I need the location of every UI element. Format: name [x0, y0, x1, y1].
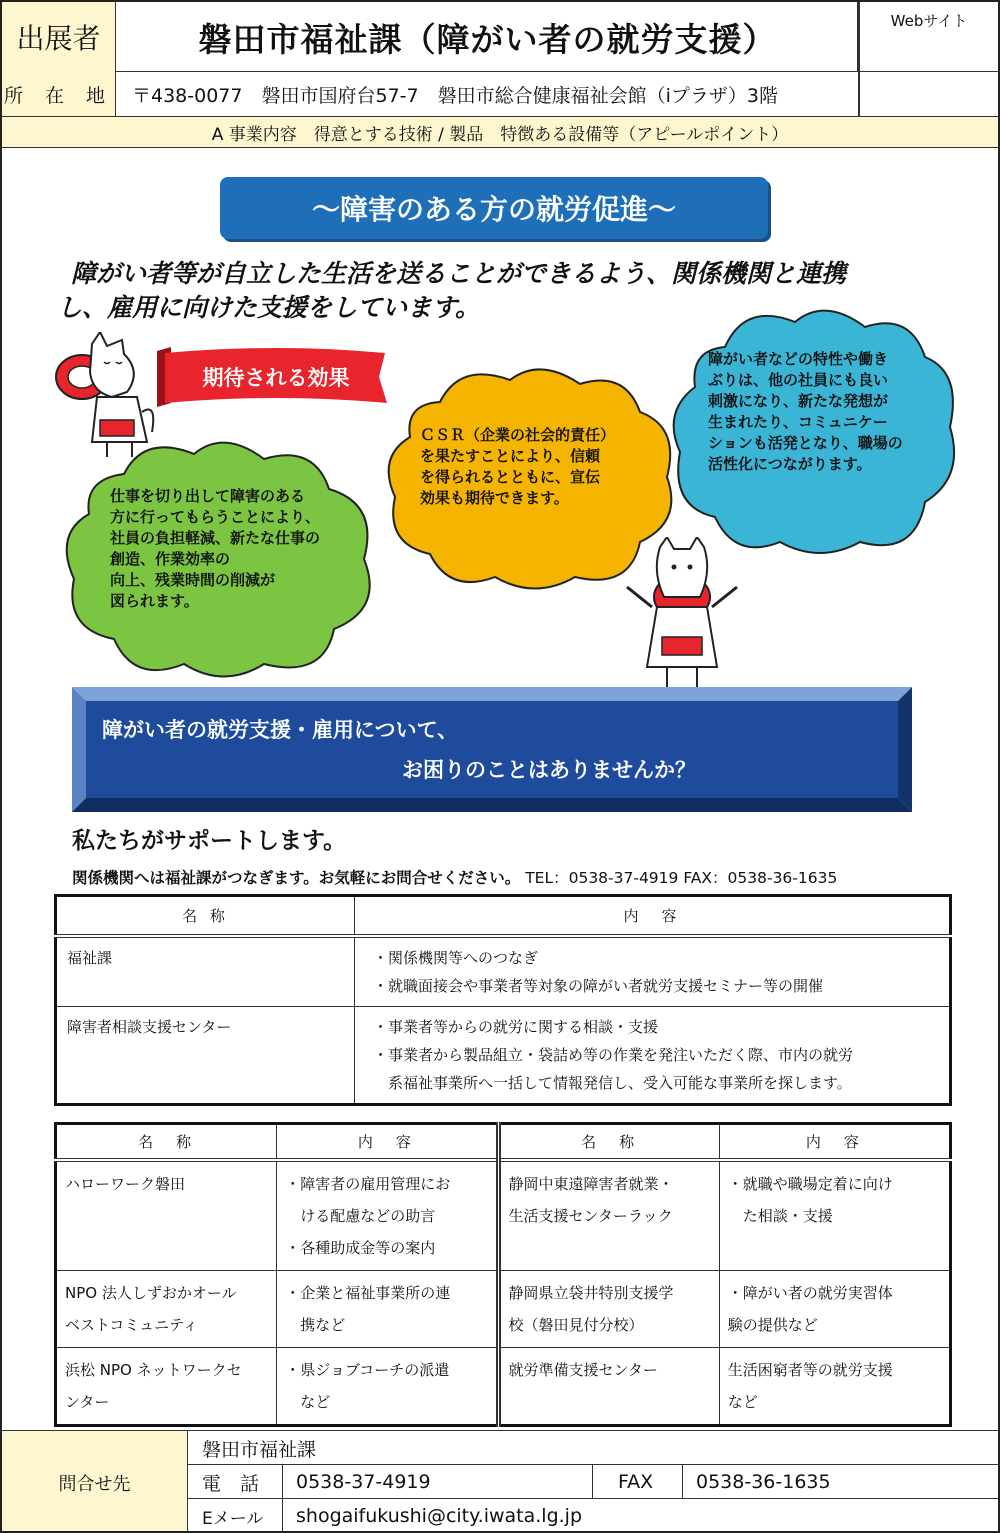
table2-header-content-right: 内 容	[719, 1124, 950, 1160]
agencies-table-2	[54, 1122, 952, 1427]
table-row	[56, 936, 951, 1007]
table2-header-content-left: 内 容	[277, 1124, 498, 1160]
table-cell-name: NPO 法人しずおかオール ベストコミュニティ	[56, 1270, 277, 1347]
website-label[interactable]: Webサイト	[890, 12, 968, 30]
support-title: 私たちがサポートします。	[72, 828, 347, 854]
bluebox-line-1: 障がい者の就労支援・雇用について、	[102, 718, 459, 742]
divider	[592, 1465, 593, 1499]
support-sub-bold: 関係機関へは福祉課がつなぎます。お気軽にお問合せください。	[72, 869, 521, 887]
table-cell-name: 障害者相談支援センター	[56, 1006, 355, 1104]
table-row	[56, 1160, 951, 1271]
ribbon-label: 期待される効果	[202, 366, 350, 390]
table-row	[56, 1006, 951, 1104]
fax-label: FAX	[618, 1471, 654, 1493]
address-label: 所 在 地	[2, 72, 116, 116]
section-bar: A 事業内容 得意とする技術 / 製品 特徴ある設備等（アピールポイント）	[2, 116, 998, 148]
lead-line-1: 障がい者等が自立した生活を送ることができるよう、関係機関と連携	[71, 259, 847, 288]
table-cell-content: ・県ジョブコーチの派遣 など	[277, 1347, 498, 1425]
contact-section	[2, 1430, 998, 1533]
mascot-cheer-icon	[612, 537, 752, 692]
cloud-orange-text: ＣＳＲ（企業の社会的責任） を果たすことにより、信頼 を得られるとともに、宣伝 効果も期待できます。	[420, 426, 616, 507]
table-cell-content: 生活困窮者等の就労支援 など	[719, 1347, 950, 1425]
email-label: Eメール	[202, 1508, 264, 1529]
cloud-green-text: 仕事を切り出して障害のある 方に行ってもらうことにより、 社員の負担軽減、新たな仕事の 創造、作業効率の 向上、残業時間の削減が 図られます。	[110, 487, 321, 610]
fax-value: 0538-36-1635	[696, 1471, 831, 1493]
table-cell-name: 浜松 NPO ネットワークセ ンター	[56, 1347, 277, 1425]
contact-row-org	[188, 1431, 998, 1465]
support-sub-contact: TEL：0538-37-4919 FAX：0538-36-1635	[520, 869, 838, 887]
header-row	[2, 2, 998, 72]
contact-org: 磐田市福祉課	[202, 1438, 317, 1461]
address-row	[2, 72, 860, 116]
table-cell-content: ・関係機関等へのつなぎ ・就職面接会や事業者等対象の障がい者就労支援セミナー等の開催	[355, 936, 951, 1007]
support-subtitle	[72, 866, 837, 888]
page-title: 磐田市福祉課（障がい者の就労支援）	[118, 2, 858, 72]
table2-header-name-left: 名 称	[56, 1124, 277, 1160]
divider	[282, 1499, 283, 1533]
tel-label: 電 話	[202, 1472, 260, 1495]
bluebox-shape	[72, 687, 912, 812]
cloud-blue-text: 障がい者などの特性や働き ぶりは、他の社員にも良い 刺激になり、新たな発想が 生まれたり、コミュニケー ションも活発となり、職場の 活性化につながります。	[708, 350, 903, 473]
divider	[682, 1465, 683, 1499]
contact-label: 問合せ先	[2, 1431, 188, 1533]
table2-header-name-right: 名 称	[498, 1124, 719, 1160]
contact-row-phone	[188, 1465, 998, 1499]
table-row	[56, 1347, 951, 1425]
lead-line-2: し、雇用に向けた支援をしています。	[57, 293, 481, 322]
contact-row-email	[188, 1499, 998, 1533]
table-cell-content: ・事業者等からの就労に関する相談・支援 ・事業者から製品組立・袋詰め等の作業を発注いただく際、市内の就労 系福祉事業所へ一括して情報発信し、受入可能な事業所を探します。	[355, 1006, 951, 1104]
table-cell-name: 静岡中東遠障害者就業・ 生活支援センターラック	[498, 1160, 719, 1271]
table-cell-content: ・就職や職場定着に向け た相談・支援	[719, 1160, 950, 1271]
table-cell-name: 就労準備支援センター	[498, 1347, 719, 1425]
table-cell-name: ハローワーク磐田	[56, 1160, 277, 1271]
bluebox-line-2: お困りのことはありませんか？	[402, 758, 696, 782]
divider	[282, 1465, 283, 1499]
agencies-table-1	[54, 894, 952, 1106]
table-cell-content: ・障害者の雇用管理にお ける配慮などの助言 ・各種助成金等の案内	[277, 1160, 498, 1271]
table-cell-name: 福祉課	[56, 936, 355, 1007]
table-row	[56, 1270, 951, 1347]
exhibitor-label: 出展者	[2, 2, 116, 72]
table-cell-content: ・障がい者の就労実習体 験の提供など	[719, 1270, 950, 1347]
table1-header-content: 内 容	[355, 896, 951, 936]
banner: ～障害のある方の就労促進～	[220, 177, 768, 239]
tel-value[interactable]: 0538-37-4919	[296, 1471, 431, 1493]
email-value[interactable]: shogaifukushi@city.iwata.lg.jp	[296, 1505, 583, 1527]
table-cell-content: ・企業と福祉事業所の連 携など	[277, 1270, 498, 1347]
address-value: 〒438-0077 磐田市国府台57-7 磐田市総合健康福祉会館（iプラザ）3階	[132, 84, 778, 107]
table-cell-name: 静岡県立袋井特別支援学 校（磐田見付分校）	[498, 1270, 719, 1347]
table1-header-name: 名 称	[56, 896, 355, 936]
